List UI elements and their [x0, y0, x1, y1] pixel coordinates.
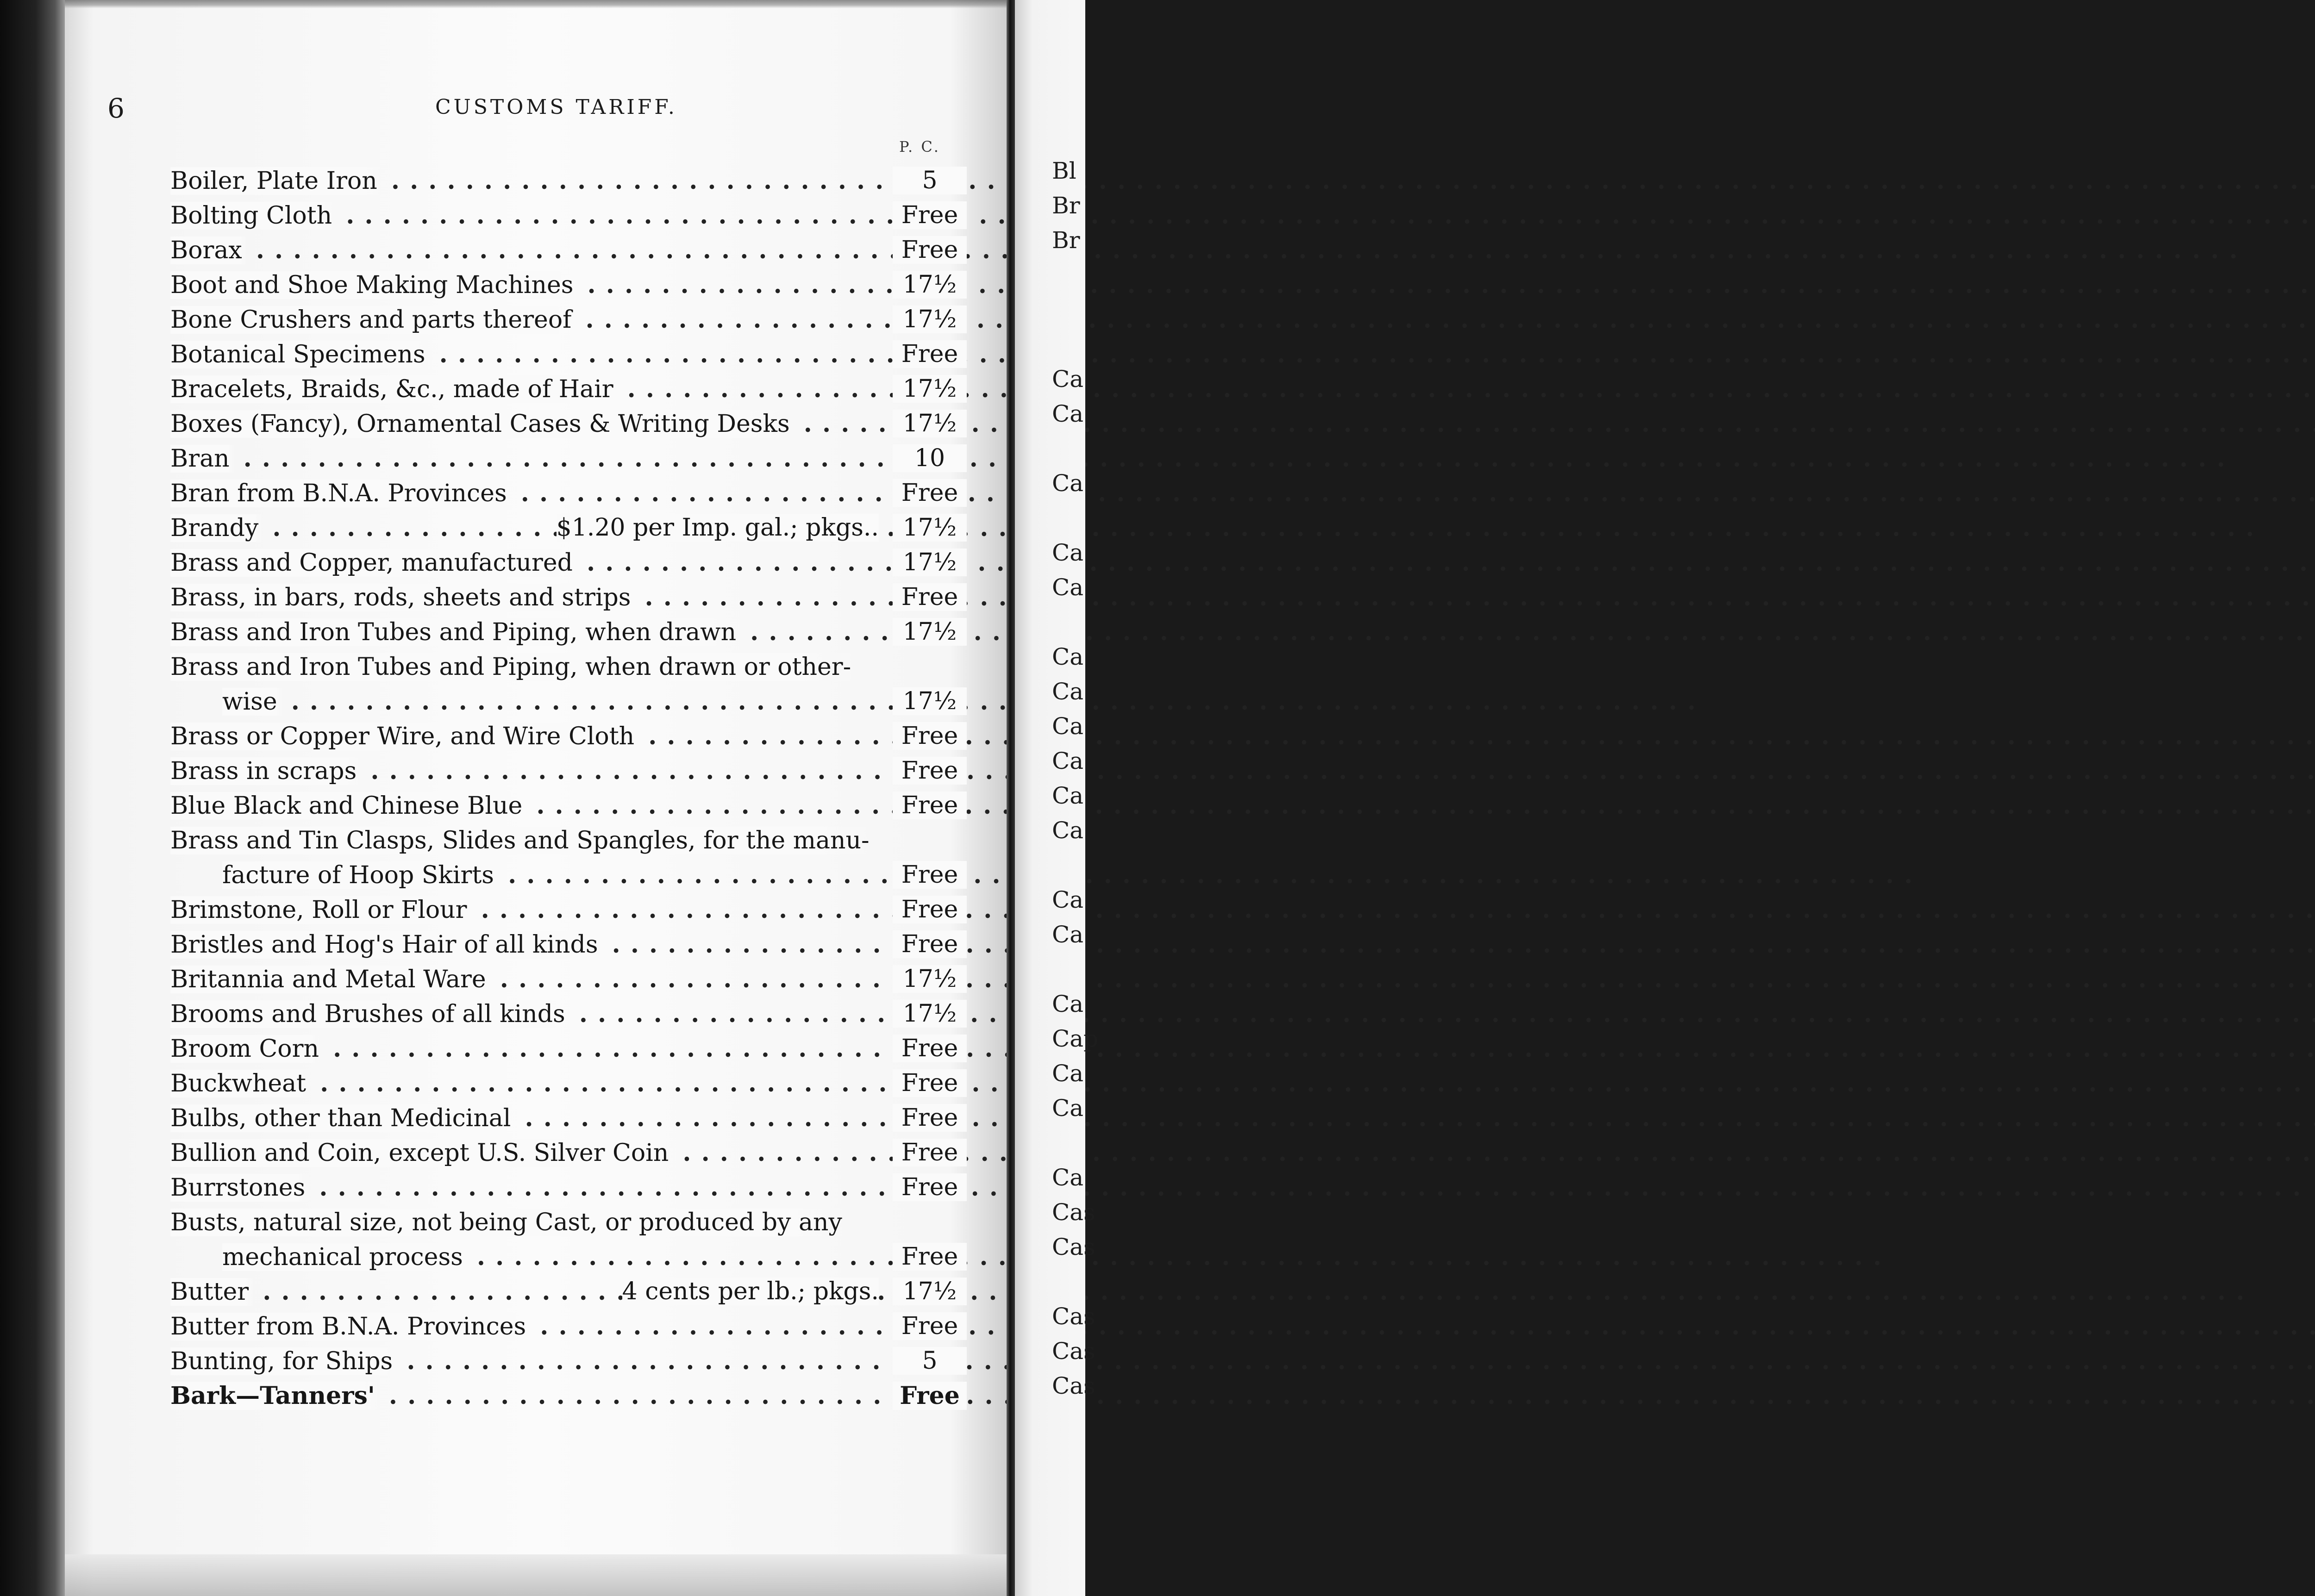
entry-label	[222, 1243, 957, 1271]
entry-article: Bristles and Hog's Hair of all kinds	[170, 931, 603, 959]
entry-label	[170, 1035, 957, 1063]
tariff-entry	[106, 1100, 962, 1135]
entry-label	[170, 792, 957, 820]
tariff-entry	[106, 1031, 962, 1066]
tariff-entry	[106, 961, 962, 996]
entry-article: Blue Black and Chinese Blue	[170, 792, 527, 820]
facing-page-text-fragment: Cas	[1052, 1338, 1095, 1365]
entry-duty: 5	[893, 167, 967, 194]
entry-duty: 17½	[893, 618, 967, 646]
entry-label	[170, 201, 957, 230]
entry-duty: Free	[893, 930, 967, 958]
tariff-entry	[106, 302, 962, 337]
entry-label	[170, 826, 957, 854]
entry-article: Brass, in bars, rods, sheets and strips	[170, 584, 635, 611]
tariff-entry	[106, 1066, 962, 1100]
entry-duty: 17½	[893, 305, 967, 333]
entry-label	[170, 167, 957, 195]
tariff-entry	[106, 892, 962, 927]
tariff-entry	[106, 1135, 962, 1170]
entry-label	[170, 1173, 957, 1202]
entry-duty: Free	[893, 1035, 967, 1062]
tariff-entry	[106, 1239, 962, 1274]
tariff-entry	[106, 337, 962, 371]
entry-label	[170, 236, 957, 264]
facing-page-text-fragment: Ca	[1052, 470, 1084, 497]
tariff-entry	[106, 857, 962, 892]
facing-page-text-fragment: Br	[1052, 192, 1080, 219]
entry-label	[170, 549, 957, 577]
entry-article: Brass or Copper Wire, and Wire Cloth	[170, 723, 639, 750]
entry-article: Bark—Tanners'	[170, 1382, 380, 1410]
facing-page-text-fragment: Ca	[1052, 991, 1084, 1017]
tariff-entry	[106, 927, 962, 961]
tariff-entry	[106, 406, 962, 441]
entry-duty: 17½	[893, 375, 967, 403]
duty-column-heading: P. C.	[899, 138, 940, 156]
entry-duty: 17½	[893, 965, 967, 993]
entry-article: Bullion and Coin, except U.S. Silver Coin	[170, 1139, 673, 1167]
facing-page-text-fragment: Ca	[1052, 678, 1084, 705]
facing-page-text-fragment: Ca	[1052, 1095, 1084, 1122]
entry-article: Bone Crushers and parts thereof	[170, 306, 576, 334]
entry-label	[222, 687, 957, 716]
tariff-entry	[106, 684, 962, 718]
entry-duty: Free	[893, 896, 967, 923]
running-head: CUSTOMS TARIFF.	[435, 95, 677, 119]
entry-article: Bran	[170, 445, 234, 473]
entry-label	[170, 965, 957, 993]
entry-label	[170, 305, 957, 334]
facing-page-text-fragment: Ca	[1052, 748, 1084, 774]
entry-label	[170, 757, 957, 785]
entry-duty: Free	[893, 583, 967, 611]
entry-article: Boxes (Fancy), Ornamental Cases & Writing Desks	[170, 410, 795, 438]
entry-duty: Free	[893, 1312, 967, 1340]
entry-article: Bulbs, other than Medicinal	[170, 1104, 515, 1132]
facing-page-text-fragment: Ca	[1052, 817, 1084, 844]
entry-label	[170, 896, 957, 924]
entry-article: Brooms and Brushes of all kinds	[170, 1000, 570, 1028]
tariff-entry	[106, 1170, 962, 1204]
entry-article: Bracelets, Braids, &c., made of Hair	[170, 375, 618, 403]
entry-article: Borax	[170, 237, 247, 264]
entry-article: Boiler, Plate Iron	[170, 167, 382, 195]
entry-duty: 17½	[893, 687, 967, 715]
tariff-entry	[106, 1274, 962, 1309]
entry-duty: Free	[893, 479, 967, 507]
entry-duty: Free	[893, 340, 967, 368]
entry-label	[170, 444, 957, 473]
entry-article: Brass and Copper, manufactured	[170, 549, 577, 577]
tariff-entry	[106, 510, 962, 545]
tariff-entry	[106, 753, 962, 788]
entry-label	[170, 930, 957, 959]
entry-duty: Free	[893, 861, 967, 889]
entry-duty: Free	[893, 792, 967, 819]
tariff-entry	[106, 232, 962, 267]
facing-page-text-fragment: Ca	[1052, 782, 1084, 809]
entry-article: Brass and Tin Clasps, Slides and Spangles, for the manu-	[170, 827, 874, 854]
scan-left-margin	[0, 0, 65, 1596]
tariff-entry	[106, 163, 962, 198]
tariff-entry	[106, 267, 962, 302]
tariff-entry	[106, 475, 962, 510]
entry-specific-rate: $1.20 per Imp. gal.; pkgs..	[556, 514, 879, 542]
entry-article: Brass and Iron Tubes and Piping, when drawn or other-	[170, 653, 856, 681]
entry-article: mechanical process	[222, 1243, 468, 1271]
entry-label	[170, 479, 957, 507]
entry-duty: Free	[893, 1069, 967, 1097]
entry-duty: 17½	[893, 271, 967, 299]
entry-label	[170, 583, 957, 611]
tariff-entry-list	[106, 163, 962, 1413]
entry-article: Botanical Specimens	[170, 341, 430, 368]
entry-duty: Free	[893, 236, 967, 264]
tariff-entry	[106, 649, 962, 684]
facing-page-text-fragment: Ca	[1052, 1060, 1084, 1087]
entry-article: Bunting, for Ships	[170, 1347, 397, 1375]
facing-page-text-fragment: Ca	[1052, 713, 1084, 740]
tariff-entry	[106, 718, 962, 753]
entry-duty: 17½	[893, 1000, 967, 1028]
tariff-entry	[106, 371, 962, 406]
entry-duty: Free	[893, 1173, 967, 1201]
entry-article: Burrstones	[170, 1174, 310, 1202]
facing-page-text-fragment: Cas	[1052, 1303, 1095, 1330]
facing-page-text-fragment: Ca	[1052, 643, 1084, 670]
tariff-entry	[106, 1204, 962, 1239]
entry-label	[170, 1382, 957, 1410]
entry-duty: 17½	[893, 549, 967, 576]
entry-duty: 10	[893, 444, 967, 472]
facing-page-text-fragment: Ca	[1052, 366, 1084, 393]
tariff-entry	[106, 580, 962, 614]
entry-article: Boot and Shoe Making Machines	[170, 271, 578, 299]
tariff-entry	[106, 1343, 962, 1378]
tariff-entry	[106, 198, 962, 232]
entry-article: Busts, natural size, not being Cast, or produced by any	[170, 1209, 847, 1236]
entry-label	[170, 1208, 957, 1236]
tariff-entry	[106, 1378, 962, 1413]
entry-label	[170, 410, 957, 438]
tariff-entry	[106, 1309, 962, 1343]
page-number: 6	[107, 93, 125, 124]
facing-page-text-fragment: Cap	[1052, 1025, 1099, 1052]
tariff-entry	[106, 996, 962, 1031]
entry-label	[170, 1069, 957, 1097]
entry-label	[170, 1000, 957, 1028]
entry-article: Butter	[170, 1278, 253, 1306]
tariff-entry	[106, 823, 962, 857]
entry-label	[170, 375, 957, 403]
facing-page-text-fragment: Bl	[1052, 157, 1076, 184]
tariff-entry	[106, 614, 962, 649]
facing-page-text-fragment: Ca	[1052, 574, 1084, 601]
entry-duty: Free	[893, 1139, 967, 1166]
facing-page-text-fragment: Ca	[1052, 539, 1084, 566]
entry-label	[170, 271, 957, 299]
facing-page-text-fragment: Cas	[1052, 1234, 1095, 1260]
entry-label	[170, 1347, 957, 1375]
tariff-entry	[106, 545, 962, 580]
facing-page-text-fragment: Ca	[1052, 921, 1084, 948]
facing-page-text-fragment: Cas	[1052, 1199, 1095, 1226]
entry-article: facture of Hoop Skirts	[222, 861, 499, 889]
facing-page-text-fragment: Cas	[1052, 1372, 1095, 1399]
facing-page-text-fragment: Ca	[1052, 1164, 1084, 1191]
page-bottom-edge	[65, 1554, 1007, 1596]
entry-duty: 17½	[893, 410, 967, 437]
entry-article: Butter from B.N.A. Provinces	[170, 1313, 531, 1340]
entry-label	[170, 340, 957, 368]
entry-duty: Free	[893, 1382, 967, 1410]
tariff-entry	[106, 788, 962, 823]
entry-label	[222, 861, 957, 889]
entry-article: Brandy	[170, 514, 263, 542]
entry-article: Brass in scraps	[170, 757, 361, 785]
entry-article: Bolting Cloth	[170, 202, 337, 230]
entry-article: Broom Corn	[170, 1035, 324, 1063]
entry-label	[170, 722, 957, 750]
entry-duty: Free	[893, 757, 967, 785]
entry-label	[170, 618, 957, 646]
page-top-edge	[65, 0, 1007, 8]
entry-duty: Free	[893, 722, 967, 750]
entry-article: wise	[222, 688, 282, 716]
entry-duty: Free	[893, 201, 967, 229]
entry-article: Brass and Iron Tubes and Piping, when drawn	[170, 618, 741, 646]
entry-duty: 17½	[893, 514, 967, 542]
facing-page-text-fragment: Ca	[1052, 886, 1084, 913]
entry-duty: Free	[893, 1104, 967, 1132]
entry-duty: 17½	[893, 1278, 967, 1305]
facing-page-fragment	[1015, 0, 1099, 1596]
entry-duty: 5	[893, 1347, 967, 1375]
entry-article: Brimstone, Roll or Flour	[170, 896, 472, 924]
facing-page-text-fragment: Br	[1052, 227, 1080, 254]
entry-label	[170, 653, 957, 681]
entry-article: Britannia and Metal Ware	[170, 966, 491, 993]
facing-page-text-fragment: Ca	[1052, 400, 1084, 427]
entry-article: Buckwheat	[170, 1070, 311, 1097]
entry-specific-rate: 4 cents per lb.; pkgs.	[622, 1278, 879, 1305]
entry-article: Bran from B.N.A. Provinces	[170, 480, 512, 507]
book-gutter	[1007, 0, 1015, 1596]
entry-label	[170, 1312, 957, 1340]
tariff-entry	[106, 441, 962, 475]
entry-label	[170, 1139, 957, 1167]
entry-label	[170, 1104, 957, 1132]
entry-duty: Free	[893, 1243, 967, 1271]
